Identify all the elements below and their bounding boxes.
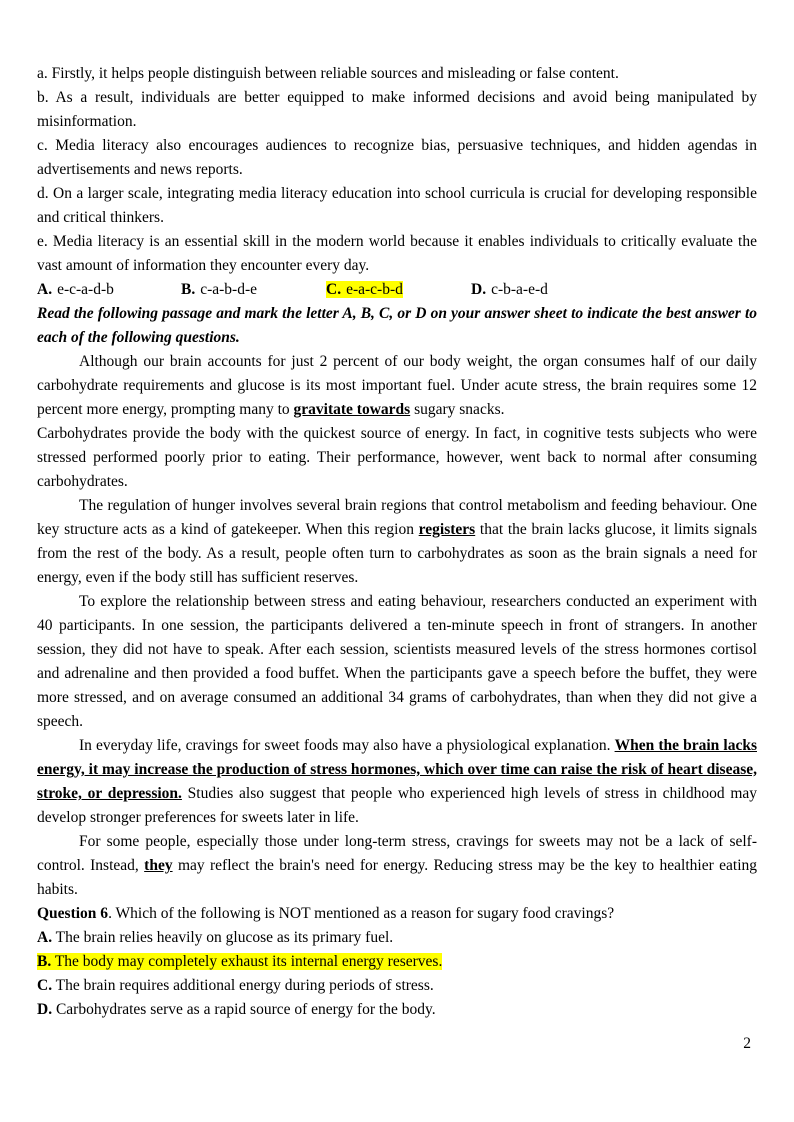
passage-text: Although our brain accounts for just 2 percent of our body weight, the organ consumes half of our daily carbohydrate requirements and glucose is its most important fuel. Under acute stress, the brain requires some 12 percent more energy, prompting many to [37, 353, 757, 418]
question-6-option-d [37, 998, 757, 1022]
option-c-value: e-a-c-b-d [346, 281, 403, 298]
option-b [181, 278, 326, 302]
option-a-value: e-c-a-d-b [57, 281, 114, 298]
option-b-label: B. [181, 281, 196, 298]
question-6-stem [37, 902, 757, 926]
passage-text: may reflect the brain's need for energy. Reducing stress may be the key to healthier eating habits. [37, 857, 757, 898]
question-6-option-c-text: The brain requires additional energy during periods of stress. [52, 977, 434, 994]
option-d [471, 278, 757, 302]
question-6-label: Question 6 [37, 905, 109, 922]
option-d-value: c-b-a-e-d [491, 281, 548, 298]
option-a [37, 278, 181, 302]
question-6-option-b-highlighted [37, 950, 757, 974]
passage-text: that the brain lacks glucose, it limits signals from the rest of the body. As a result, people often turn to carbohydrates as soon as the brain signals a need for energy, even if the body still has sufficient reserves. [37, 521, 757, 586]
option-a-label: A. [37, 281, 53, 298]
passage-underlined-sentence: When the brain lacks energy, it may increase the production of stress hormones, which over time can raise the risk of heart disease, stroke, or depression. [37, 737, 757, 802]
passage-keyword-they: they [144, 857, 173, 874]
question-6-option-c-label: C. [37, 977, 53, 994]
option-d-label: D. [471, 281, 487, 298]
option-c-highlighted [326, 278, 471, 302]
question-6-option-c [37, 974, 757, 998]
answer-options-row [37, 278, 757, 302]
list-item-b: b. As a result, individuals are better equipped to make informed decisions and avoid being manipulated by misinformation. [37, 89, 757, 130]
option-b-value: c-a-b-d-e [200, 281, 258, 298]
question-6-option-b-label: B. [37, 953, 52, 970]
document-page [37, 62, 757, 1022]
list-item-c: c. Media literacy also encourages audiences to recognize bias, persuasive techniques, and hidden agendas in advertisements and news reports. [37, 137, 757, 178]
question-6-option-b-text: The body may completely exhaust its internal energy reserves. [51, 953, 443, 970]
question-6-option-d-text: Carbohydrates serve as a rapid source of energy for the body. [52, 1001, 436, 1018]
question-6-option-a [37, 926, 757, 950]
question-6-option-d-label: D. [37, 1001, 53, 1018]
passage-paragraph-1 [37, 350, 757, 422]
passage-keyword-registers: registers [418, 521, 476, 538]
question-6-text: . Which of the following is NOT mentioned as a reason for sugary food cravings? [108, 905, 615, 922]
passage-keyword-gravitate-towards: gravitate towards [293, 401, 411, 418]
section-instruction: Read the following passage and mark the letter A, B, C, or D on your answer sheet to indicate the best answer to each of the following questions. [37, 305, 757, 346]
list-item-e: e. Media literacy is an essential skill in the modern world because it enables individuals to critically evaluate the vast amount of information they encounter every day. [37, 233, 757, 274]
passage-text: In everyday life, cravings for sweet foods may also have a physiological explanation. [79, 737, 615, 754]
passage-text: sugary snacks. [410, 401, 505, 418]
list-item-d: d. On a larger scale, integrating media literacy education into school curricula is crucial for developing responsible and critical thinkers. [37, 185, 757, 226]
page-number: 2 [743, 1035, 751, 1052]
option-c-label: C. [326, 281, 342, 298]
passage-text: Studies also suggest that people who experienced high levels of stress in childhood may develop stronger preferences for sweets later in life. [37, 785, 758, 826]
passage-paragraph-3 [37, 494, 757, 590]
question-6-option-a-text: The brain relies heavily on glucose as its primary fuel. [52, 929, 394, 946]
question-6-option-a-label: A. [37, 929, 53, 946]
list-item-a: a. Firstly, it helps people distinguish between reliable sources and misleading or false content. [37, 65, 619, 82]
passage-text: For some people, especially those under long-term stress, cravings for sweets may not be a lack of self-control. Instead, [37, 833, 757, 874]
passage-text: The regulation of hunger involves several brain regions that control metabolism and feeding behaviour. One key structure acts as a kind of gatekeeper. When this region [37, 497, 757, 538]
passage-paragraph-2: Carbohydrates provide the body with the quickest source of energy. In fact, in cognitive tests subjects who were stressed performed poorly prior to eating. Their performance, however, went back to normal after consuming carbohydrates. [37, 425, 757, 490]
passage-paragraph-6 [37, 830, 757, 902]
passage-paragraph-5 [37, 734, 757, 830]
passage-paragraph-4: To explore the relationship between stress and eating behaviour, researchers conducted an experiment with 40 participants. In one session, the participants delivered a ten-minute speech in front of strangers. In another session, they did not have to speak. After each session, scientists measured levels of the stress hormones cortisol and adrenaline and then provided a food buffet. When the participants gave a speech before the buffet, they were more stressed, and on average consumed an additional 34 grams of carbohydrates, than when they did not give a speech. [37, 593, 757, 730]
